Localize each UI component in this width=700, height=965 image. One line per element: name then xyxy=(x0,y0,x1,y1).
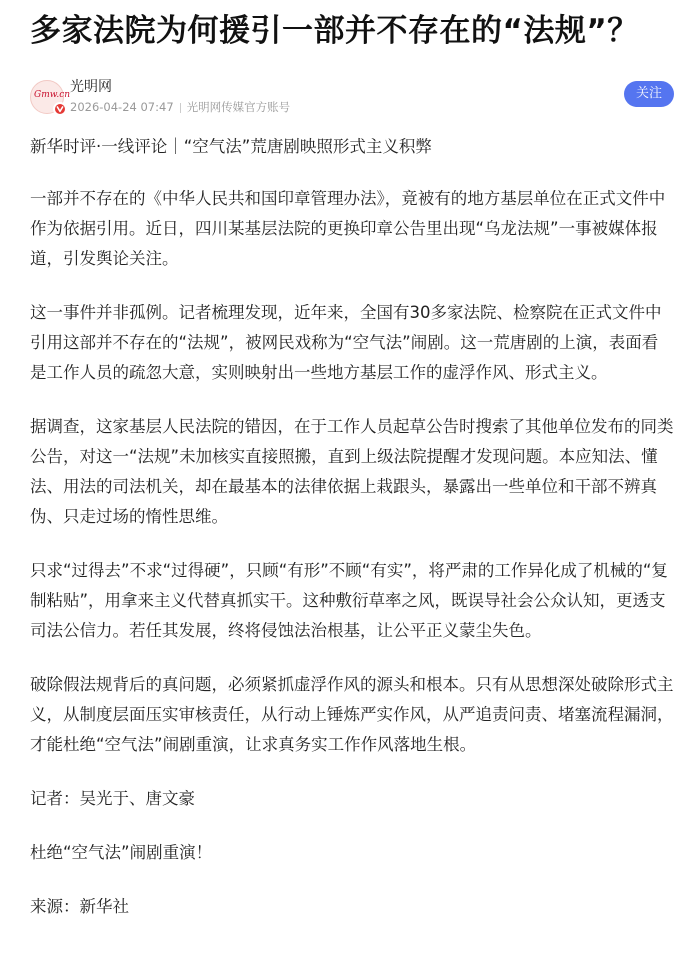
article-paragraph: 这一事件并非孤例。记者梳理发现，近年来，全国有30多家法院、检察院在正式文件中引用这部并不存在的“法规”，被网民戏称为“空气法”闹剧。这一荒唐剧的上演，表面看是工作人员的疏忽大意，实则映射出一些地方基层工作的虚浮作风、形式主义。 xyxy=(30,303,662,382)
account-type: 光明网传媒官方账号 xyxy=(186,100,291,114)
source-credit: 来源：新华社 xyxy=(30,897,129,916)
author-name[interactable]: 光明网 xyxy=(70,79,112,95)
article-title: 多家法院为何援引一部并不存在的“法规”？ xyxy=(30,13,639,49)
avatar[interactable] xyxy=(30,80,71,114)
article-paragraph: 据调查，这家基层人民法院的错因，在于工作人员起草公告时搜索了其他单位发布的同类公告，对这一“法规”未加核实直接照搬，直到上级法院提醒才发现问题。本应知法、懂法、用法的司法机关，却在最基本的法律依据上栽跟头，暴露出一些单位和干部不辨真伪、只走过场的惰性思维。 xyxy=(30,417,674,526)
article-subtitle: 新华时评·一线评论｜“空气法”荒唐剧映照形式主义积弊 xyxy=(30,137,432,156)
closing-line: 杜绝“空气法”闹剧重演！ xyxy=(30,843,213,862)
author-meta xyxy=(70,99,290,115)
verified-v-icon xyxy=(53,102,67,116)
article-body xyxy=(30,132,674,922)
publisher-logo: Gmw.cn xyxy=(34,90,71,100)
publish-date: 2026-04-24 07:47 xyxy=(70,100,174,114)
author-bar xyxy=(30,78,674,118)
article-paragraph: 破除假法规背后的真问题，必须紧抓虚浮作风的源头和根本。只有从思想深处破除形式主义，从制度层面压实审核责任，从行动上锤炼严实作风，从严追责问责、堵塞流程漏洞，才能杜绝“空气法”闹剧重演，让求真务实工作作风落地生根。 xyxy=(30,675,674,754)
meta-divider xyxy=(180,103,181,113)
follow-button[interactable]: 关注 xyxy=(624,81,674,107)
article-paragraph: 一部并不存在的《中华人民共和国印章管理办法》，竟被有的地方基层单位在正式文件中作为依据引用。近日，四川某基层法院的更换印章公告里出现“乌龙法规”一事被媒体报道，引发舆论关注。 xyxy=(30,189,666,268)
article-paragraph: 只求“过得去”不求“过得硬”，只顾“有形”不顾“有实”，将严肃的工作异化成了机械的“复制粘贴”，用拿来主义代替真抓实干。这种敷衍草率之风，既误导社会公众认知，更透支司法公信力。若任其发展，终将侵蚀法治根基，让公平正义蒙尘失色。 xyxy=(30,561,668,640)
reporter-credit: 记者：吴光于、唐文豪 xyxy=(30,789,195,808)
